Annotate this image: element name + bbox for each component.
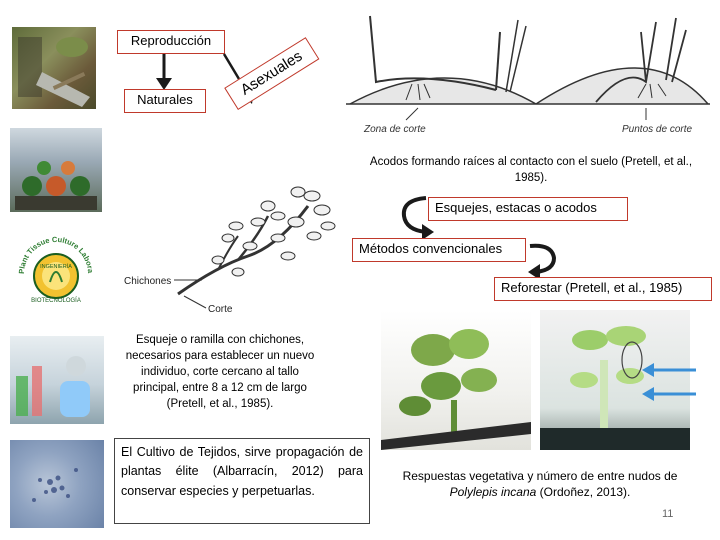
esqueje-caption: Esqueje o ramilla con chichones, necesarios para establecer un nuevo individuo, corte cercano al tallo principal, entre 8 a 12 cm de largo (Pretell, et al., 1985). — [125, 334, 315, 411]
chichones-label: Chichones — [124, 276, 172, 287]
blue-arrows — [640, 360, 700, 406]
naturales-box: Naturales — [124, 89, 206, 113]
cutting-diagram — [118, 176, 348, 316]
corte-label: Corte — [208, 304, 233, 315]
logo-inner-top: INGENIERÍA — [40, 264, 72, 270]
respuestas-species: Polylepis incana — [449, 485, 537, 500]
layering-diagram — [346, 12, 710, 148]
photo-lab-flasks — [10, 336, 104, 424]
respuestas-line1: Respuestas vegetativa y número de entre nudos de — [402, 469, 678, 483]
puntos-de-corte-label: Puntos de corte — [622, 124, 693, 135]
esquejes-box: Esquejes, estacas o acodos — [428, 197, 628, 221]
curved-arrow-right — [526, 240, 566, 280]
photo-trowel-soil — [12, 27, 96, 109]
lab-logo — [10, 232, 102, 306]
acodos-caption: Acodos formando raíces al contacto con el suelo (Pretell, et al., 1985). — [369, 156, 693, 184]
asexuales-label: Asexuales — [237, 47, 306, 99]
logo-inner-bottom: BIOTECNOLOGÍA — [31, 298, 81, 304]
page-number: 11 — [662, 508, 674, 520]
respuestas-line2: (Ordoñez, 2013). — [539, 485, 631, 500]
reproduccion-box: Reproducción — [117, 30, 225, 54]
respuestas-caption — [380, 468, 700, 500]
photo-cell-micrograph — [10, 440, 104, 528]
logo-arc-text: Plant Tissue Culture Labora — [16, 234, 96, 275]
reforestar-box: Reforestar (Pretell, et al., 1985) — [494, 277, 712, 301]
metodos-box: Métodos convencionales — [352, 238, 526, 262]
zona-de-corte-label: Zona de corte — [364, 124, 426, 135]
cultivo-text-box: El Cultivo de Tejidos, sirve propagación de plantas élite (Albarracín, 2012) para conservar especies y perpetuarlas. — [114, 438, 370, 524]
photo-plantlet-forceps — [381, 310, 531, 450]
photo-seedling-trays — [10, 128, 102, 212]
